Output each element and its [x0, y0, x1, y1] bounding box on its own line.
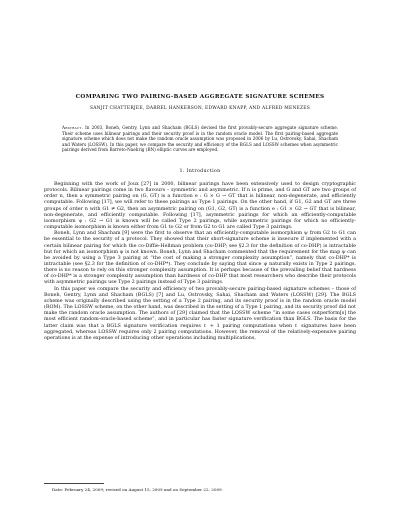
paragraph: Beginning with the work of Joux [27] in 2000, bilinear pairings have been extensively used to design cryptographic protocols. Bilinear pairings come in two flavours – symmetric and asymmetric. If n is prime, and G and GT are two groups of order n, then a symmetric pairing on (G, GT) is a function e : G × G → GT that is bilinear, non-degenerate, and efficiently computable. Following [17], we will refer to these pairings as Type 1 pairings. On the other hand, if G1, G2 and GT are three groups of order n with G1 ≠ G2, then an asymmetric pairing on (G1, G2, GT) is a function e : G1 × G2 → GT that is bilinear, non-degenerate, and efficiently computable. Following [17], asymmetric pairings for which an efficiently-computable isomorphism ψ : G2 → G1 is known will be called Type 2 pairings, while asymmetric pairings for which no efficiently-computable isomorphism is known either from G1 to G2 or from G2 to G1 are called Type 3 pairings. [44, 180, 356, 231]
paragraph: Boneh, Lynn and Shacham [9] were the first to observe that an efficiently-computable isomorphism ψ from G2 to G1 can be essential to the security of a protocol. They showed that their short-signature scheme is insecure if implemented with a certain bilinear pairing for which the co-Diffie-Hellman problem (co-DHP; see §2.3 for the definition of co-DHP) is intractable but for which an isomorphism ψ is not known. Boneh, Lynn and Shacham commented that the requirement for the map ψ can be avoided by using a Type 3 pairing at “the cost of making a stronger complexity assumption”, namely that co-DHP* is intractable (see §2.3 for the definition of co-DHP*). They conclude by saying that since ψ naturally exists in Type 2 pairings, there is no reason to rely on this stronger complexity assumption. It is perhaps because of the prevailing belief that hardness of co-DHP* is a stronger complexity assumption than hardness of co-DHP that most researchers who describe their protocols with asymmetric pairings use Type 2 pairings instead of Type 3 pairings. [44, 230, 356, 286]
abstract [62, 125, 338, 153]
abstract-text: In 2003, Boneh, Gentry, Lynn and Shacham (BGLS) devised the first provably-secure aggregate signature scheme. Their scheme uses bilinear pairings and their security proof is in the random oracle model. The first pairing-based aggregate signature scheme which does not make the random oracle assumption was proposed in 2006 by Lu, Ostrovsky, Sahai, Shacham and Waters (LOSSW). In this paper, we compare the security and efficiency of the BGLS and LOSSW schemes when asymmetric pairings derived from Barreto-Naehrig (BN) elliptic curves are employed. [62, 125, 339, 153]
footnote-divider [44, 483, 104, 484]
date-footnote: Date: February 24, 2009; revised on August 15, 2009 and on September 22, 2009. [52, 487, 223, 492]
section-heading: 1. Introduction [179, 168, 221, 174]
abstract-label: Abstract. [62, 125, 84, 130]
body-text [44, 181, 356, 341]
author-list: SANJIT CHATTERJEE, DARREL HANKERSON, EDWARD KNAPP, AND ALFRED MENEZES [89, 106, 311, 111]
paragraph: In this paper we compare the security and efficiency of two provably-secure pairing-based signature schemes – those of Boneh, Gentry, Lynn and Shacham (BGLS) [7] and Lu, Ostrovsky, Sahai, Shacham and Waters (LOSSW) [29]. The BGLS scheme was originally described using the setting of a Type 2 pairing, and its security proof is in the random oracle model (ROM). The LOSSW scheme, on the other hand, was described in the setting of a Type 1 pairing, and its security proof did not make the random oracle assumption. The authors of [29] claimed that the LOSSW scheme “in some cases outperform[s] the most efficient random-oracle-based scheme”, and in particular has faster signature verification than BGLS. The basis for the latter claim was that a BGLS signature verification requires ℓ + 1 pairing computations when ℓ signatures have been aggregated, whereas LOSSW requires only 2 pairing computations. However, the removal of the relatively-expensive pairing operations is at the expense of introducing other operations including multiplications, [44, 285, 356, 341]
paper-title: COMPARING TWO PAIRING-BASED AGGREGATE SIGNATURE SCHEMES [75, 94, 325, 100]
